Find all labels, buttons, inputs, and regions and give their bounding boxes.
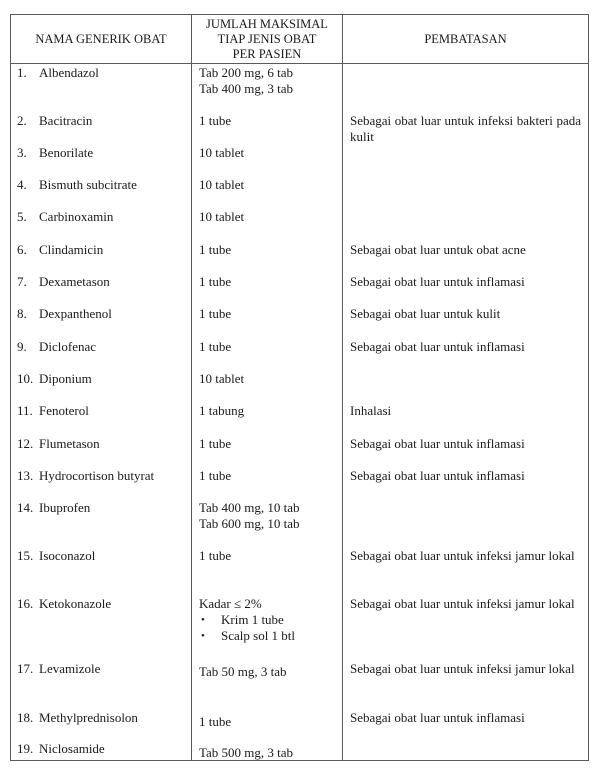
max-quantity (199, 548, 339, 564)
quantity-line: 10 tablet (199, 209, 245, 224)
row-number: 7. (17, 274, 27, 289)
restriction: Sebagai obat luar untuk obat acne (350, 242, 526, 257)
drug-name: Niclosamide (39, 741, 105, 756)
bullet-text: Scalp sol 1 btl (221, 628, 296, 643)
drug-name: Bismuth subcitrate (39, 177, 137, 192)
max-quantity (199, 403, 339, 419)
row-number: 10. (17, 371, 34, 386)
drug-name: Albendazol (39, 65, 99, 80)
header-max-quantity (192, 15, 342, 63)
drug-name: Benorilate (39, 145, 94, 160)
header-max-quantity-line1: JUMLAH MAKSIMAL (206, 16, 328, 31)
quantity-line: Tab 400 mg, 10 tab (199, 500, 300, 515)
restriction: Sebagai obat luar untuk infeksi jamur lokal (350, 661, 575, 676)
drug-name: Diponium (39, 371, 92, 386)
quantity-bullet-list (199, 612, 339, 644)
header-generic-name-label: NAMA GENERIK OBAT (35, 31, 167, 46)
row-number: 11. (17, 403, 33, 418)
column-divider (342, 15, 343, 760)
quantity-line: Tab 500 mg, 3 tab (199, 745, 294, 760)
quantity-line: Tab 200 mg, 6 tab (199, 65, 294, 80)
quantity-line: 1 tube (199, 113, 232, 128)
quantity-line: 1 tube (199, 274, 232, 289)
header-max-quantity-line2: TIAP JENIS OBAT (217, 31, 317, 46)
row-number: 18. (17, 710, 34, 725)
header-max-quantity-line3: PER PASIEN (232, 46, 302, 61)
drug-name: Bacitracin (39, 113, 93, 128)
restriction: Sebagai obat luar untuk infeksi jamur lokal (350, 596, 575, 611)
header-generic-name (11, 15, 191, 63)
quantity-line: 1 tube (199, 306, 232, 321)
drug-name: Clindamicin (39, 242, 104, 257)
quantity-line: Tab 600 mg, 10 tab (199, 516, 300, 531)
bullet-text: Krim 1 tube (221, 612, 284, 627)
drug-name: Hydrocortison butyrat (39, 468, 155, 483)
drug-name: Dexpanthenol (39, 306, 112, 321)
drug-name: Isoconazol (39, 548, 96, 563)
restriction: Sebagai obat luar untuk inflamasi (350, 710, 525, 725)
restriction: Sebagai obat luar untuk kulit (350, 306, 501, 321)
max-quantity (199, 65, 339, 97)
max-quantity (199, 306, 339, 322)
row-number: 19. (17, 741, 34, 756)
max-quantity (199, 714, 339, 730)
quantity-bullet-item (199, 612, 339, 628)
quantity-line: 10 tablet (199, 371, 245, 386)
row-number: 15. (17, 548, 34, 563)
restriction: Sebagai obat luar untuk inflamasi (350, 468, 525, 483)
quantity-line: Tab 50 mg, 3 tab (199, 664, 287, 679)
drug-name: Ibuprofen (39, 500, 91, 515)
drug-name: Diclofenac (39, 339, 97, 354)
restriction: Sebagai obat luar untuk infeksi bakteri pada kulit (350, 113, 581, 144)
row-number: 6. (17, 242, 27, 257)
drug-name: Methylprednisolon (39, 710, 138, 725)
quantity-line: 1 tube (199, 242, 232, 257)
row-number: 14. (17, 500, 34, 515)
max-quantity (199, 436, 339, 452)
quantity-line: 1 tabung (199, 403, 245, 418)
row-number: 17. (17, 661, 34, 676)
row-number: 5. (17, 209, 27, 224)
header-restriction-label: PEMBATASAN (424, 31, 507, 46)
row-number: 8. (17, 306, 27, 321)
header-divider (11, 63, 588, 64)
max-quantity (199, 113, 339, 129)
quantity-line: 1 tube (199, 714, 232, 729)
quantity-line: 1 tube (199, 339, 232, 354)
drug-limits-table (10, 14, 589, 761)
quantity-line: Kadar ≤ 2% (199, 596, 262, 611)
quantity-bullet-item (199, 628, 339, 644)
max-quantity (199, 177, 339, 193)
row-number: 1. (17, 65, 27, 80)
max-quantity (199, 339, 339, 355)
restriction: Sebagai obat luar untuk inflamasi (350, 274, 525, 289)
max-quantity (199, 664, 339, 680)
max-quantity (199, 596, 339, 644)
drug-name: Flumetason (39, 436, 100, 451)
max-quantity (199, 145, 339, 161)
row-number: 4. (17, 177, 27, 192)
quantity-line: 1 tube (199, 548, 232, 563)
drug-name: Fenoterol (39, 403, 89, 418)
max-quantity (199, 274, 339, 290)
quantity-line: 10 tablet (199, 145, 245, 160)
row-number: 2. (17, 113, 27, 128)
max-quantity (199, 371, 339, 387)
max-quantity (199, 745, 339, 761)
drug-name: Carbinoxamin (39, 209, 114, 224)
drug-name: Levamizole (39, 661, 101, 676)
row-number: 9. (17, 339, 27, 354)
restriction: Inhalasi (350, 403, 392, 418)
header-restriction (343, 15, 588, 63)
restriction: Sebagai obat luar untuk inflamasi (350, 339, 525, 354)
restriction: Sebagai obat luar untuk infeksi jamur lokal (350, 548, 575, 563)
drug-name: Ketokonazole (39, 596, 112, 611)
restriction: Sebagai obat luar untuk inflamasi (350, 436, 525, 451)
max-quantity (199, 468, 339, 484)
row-number: 16. (17, 596, 34, 611)
max-quantity (199, 242, 339, 258)
row-number: 13. (17, 468, 34, 483)
max-quantity (199, 500, 339, 532)
quantity-line: 10 tablet (199, 177, 245, 192)
quantity-line: 1 tube (199, 436, 232, 451)
column-divider (191, 15, 192, 760)
row-number: 12. (17, 436, 34, 451)
quantity-line: 1 tube (199, 468, 232, 483)
drug-name: Dexametason (39, 274, 110, 289)
row-number: 3. (17, 145, 27, 160)
quantity-line: Tab 400 mg, 3 tab (199, 81, 294, 96)
bullet-icon: • (201, 614, 205, 626)
bullet-icon: • (201, 630, 205, 642)
max-quantity (199, 209, 339, 225)
